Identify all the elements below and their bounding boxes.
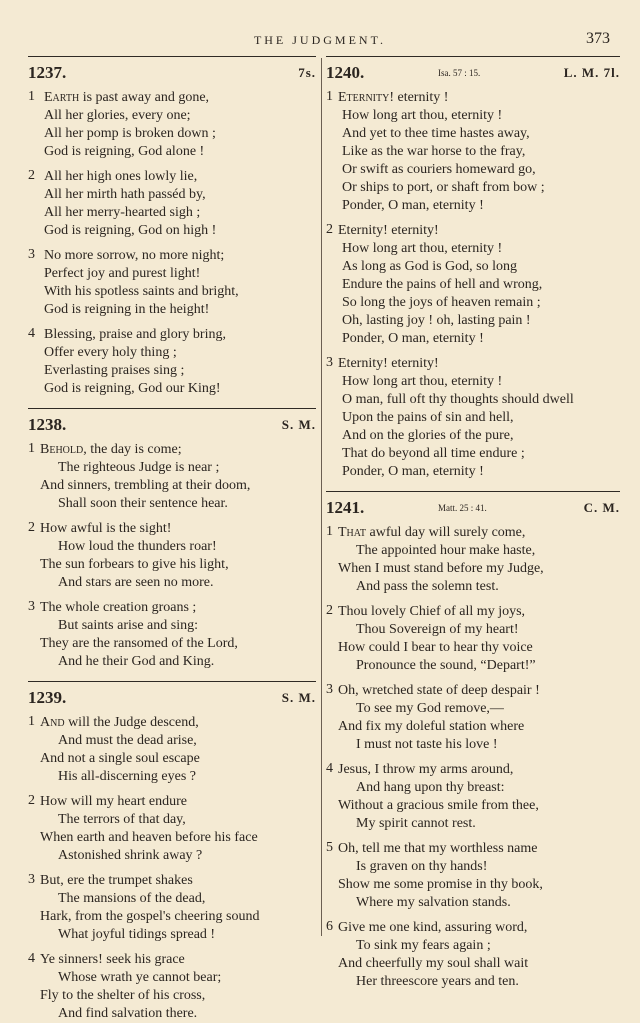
verse-line — [28, 441, 316, 459]
line-text: And not a single soul escape — [40, 751, 200, 766]
line-text: How awful is the sight! — [40, 521, 172, 536]
verse-line — [28, 890, 316, 908]
stanza — [326, 524, 620, 596]
verse-line — [28, 222, 316, 240]
line-text: How could I bear to hear thy voice — [338, 640, 533, 655]
verse-line — [28, 987, 316, 1005]
verse-line — [28, 204, 316, 222]
verse-line — [326, 876, 620, 894]
line-text: Ponder, O man, eternity ! — [342, 198, 484, 213]
line-text: Like as the war horse to the fray, — [342, 144, 526, 159]
line-text: Give me one kind, assuring word, — [338, 920, 528, 935]
line-text: Upon the pains of sin and hell, — [342, 410, 514, 425]
verse-line — [326, 542, 620, 560]
right-column — [326, 56, 620, 991]
stanza — [326, 919, 620, 991]
verse-line — [326, 427, 620, 445]
verse-line — [326, 391, 620, 409]
stanza — [326, 603, 620, 675]
line-text: Oh, tell me that my worthless name — [338, 841, 538, 856]
line-text: And must the dead arise, — [58, 733, 197, 748]
verse-line — [326, 840, 620, 858]
verse-line — [326, 240, 620, 258]
stanza — [326, 355, 620, 481]
verse-line — [28, 538, 316, 556]
stanza — [28, 247, 316, 319]
verse-line — [326, 955, 620, 973]
line-text: Astonished shrink away ? — [58, 848, 203, 863]
verse-line — [28, 107, 316, 125]
line-text: All her mirth hath passéd by, — [44, 187, 206, 202]
verse-line — [326, 779, 620, 797]
line-text: Or swift as couriers homeward go, — [342, 162, 536, 177]
verse-line — [326, 524, 620, 542]
verse-line — [326, 797, 620, 815]
stanza-number: 2 — [326, 222, 333, 237]
line-text: How will my heart endure — [40, 794, 187, 809]
running-head — [0, 30, 640, 52]
line-text: Hark, from the gospel's cheering sound — [40, 909, 260, 924]
line-text: Oh, wretched state of deep despair ! — [338, 683, 540, 698]
stanza — [28, 89, 316, 161]
verse-line — [326, 89, 620, 107]
stanza — [28, 168, 316, 240]
stanza-number: 5 — [326, 840, 333, 855]
scripture-reference: Matt. 25 : 41. — [438, 503, 487, 513]
first-word: Behold — [40, 442, 84, 457]
line-text: Offer every holy thing ; — [44, 345, 177, 360]
line-text: And hang upon thy breast: — [356, 780, 505, 795]
verse-line — [326, 937, 620, 955]
line-text: And yet to thee time hastes away, — [342, 126, 530, 141]
stanza-number: 3 — [326, 355, 333, 370]
line-text: ! eternity ! — [389, 90, 449, 105]
line-text: Without a gracious smile from thee, — [338, 798, 539, 813]
line-text: The terrors of that day, — [58, 812, 186, 827]
verse-line — [28, 125, 316, 143]
verse-line — [326, 312, 620, 330]
line-text: All her glories, every one; — [44, 108, 191, 123]
stanza — [326, 222, 620, 348]
verse-line — [28, 732, 316, 750]
stanza-number: 2 — [326, 603, 333, 618]
verse-line — [28, 1005, 316, 1023]
stanza-number: 6 — [326, 919, 333, 934]
hymn-number: 1241. — [326, 498, 365, 517]
verse-line — [28, 599, 316, 617]
verse-line — [326, 197, 620, 215]
stanza — [28, 951, 316, 1023]
verse-line — [28, 793, 316, 811]
line-text: And cheerfully my soul shall wait — [338, 956, 529, 971]
line-text: How loud the thunders roar! — [58, 539, 217, 554]
line-text: I must not taste his love ! — [356, 737, 498, 752]
verse-line — [326, 815, 620, 833]
stanza — [28, 872, 316, 944]
stanza-number: 1 — [28, 89, 35, 104]
line-text: The appointed hour make haste, — [356, 543, 536, 558]
running-title: THE JUDGMENT. — [253, 33, 387, 47]
verse-line — [28, 768, 316, 786]
line-text: O man, full oft thy thoughts should dwell — [342, 392, 574, 407]
verse-line — [326, 409, 620, 427]
verse-line — [28, 265, 316, 283]
verse-line — [28, 247, 316, 265]
line-text: How long art thou, eternity ! — [342, 108, 503, 123]
verse-line — [28, 89, 316, 107]
line-text: And stars are seen no more. — [58, 575, 214, 590]
hymn — [28, 408, 316, 671]
line-text: And fix my doleful station where — [338, 719, 525, 734]
verse-line — [326, 373, 620, 391]
line-text: And sinners, trembling at their doom, — [40, 478, 251, 493]
line-text: All her merry-hearted sigh ; — [44, 205, 201, 220]
line-text: Jesus, I throw my arms around, — [338, 762, 514, 777]
verse-line — [326, 258, 620, 276]
stanza — [28, 599, 316, 671]
stanza-number: 2 — [28, 520, 35, 535]
line-text: will the Judge descend, — [64, 715, 199, 730]
hymn-meter: S. M. — [281, 690, 316, 705]
stanza-number: 3 — [326, 682, 333, 697]
verse-line — [326, 973, 620, 991]
verse-line — [326, 858, 620, 876]
line-text: God is reigning, God alone ! — [44, 144, 205, 159]
verse-line — [28, 556, 316, 574]
verse-line — [326, 718, 620, 736]
verse-line — [326, 125, 620, 143]
verse-line — [326, 894, 620, 912]
line-text: What joyful tidings spread ! — [58, 927, 216, 942]
line-text: Fly to the shelter of his cross, — [40, 988, 206, 1003]
stanza-number: 1 — [326, 89, 333, 104]
hymn-header — [28, 681, 316, 714]
hymn-header — [326, 56, 620, 89]
hymn-meter: L. M. 7l. — [563, 65, 620, 80]
line-text: Thou lovely Chief of all my joys, — [338, 604, 526, 619]
verse-line — [326, 161, 620, 179]
verse-line — [28, 908, 316, 926]
verse-line — [28, 872, 316, 890]
stanza — [326, 840, 620, 912]
verse-line — [28, 168, 316, 186]
left-column — [28, 56, 316, 1023]
verse-line — [28, 301, 316, 319]
verse-line — [28, 495, 316, 513]
stanza — [326, 682, 620, 754]
verse-line — [28, 344, 316, 362]
verse-line — [326, 639, 620, 657]
verse-line — [28, 459, 316, 477]
hymn-meter: 7s. — [298, 65, 316, 80]
line-text: Perfect joy and purest light! — [44, 266, 201, 281]
verse-line — [28, 283, 316, 301]
line-text: Eternity! eternity! — [338, 356, 439, 371]
line-text: So long the joys of heaven remain ; — [342, 295, 541, 310]
line-text: Or ships to port, or shaft from bow ; — [342, 180, 545, 195]
verse-line — [326, 682, 620, 700]
line-text: God is reigning in the height! — [44, 302, 210, 317]
verse-line — [326, 657, 620, 675]
hymn — [28, 56, 316, 398]
line-text: And pass the solemn test. — [356, 579, 499, 594]
line-text: My spirit cannot rest. — [356, 816, 476, 831]
line-text: To sink my fears again ; — [356, 938, 491, 953]
line-text: Where my salvation stands. — [356, 895, 511, 910]
verse-line — [28, 750, 316, 768]
verse-line — [28, 635, 316, 653]
line-text: With his spotless saints and bright, — [44, 284, 239, 299]
hymn-meter: S. M. — [281, 417, 316, 432]
hymn-header — [326, 491, 620, 524]
line-text: Ponder, O man, eternity ! — [342, 464, 484, 479]
line-text: Endure the pains of hell and wrong, — [342, 277, 543, 292]
verse-line — [326, 919, 620, 937]
verse-line — [28, 653, 316, 671]
hymn-number: 1238. — [28, 415, 67, 434]
verse-line — [326, 330, 620, 348]
line-text: Show me some promise in thy book, — [338, 877, 543, 892]
line-text: When I must stand before my Judge, — [338, 561, 544, 576]
line-text: That do beyond all time endure ; — [342, 446, 525, 461]
verse-line — [326, 761, 620, 779]
line-text: Blessing, praise and glory bring, — [44, 327, 226, 342]
verse-line — [28, 617, 316, 635]
stanza — [28, 793, 316, 865]
line-text: When earth and heaven before his face — [40, 830, 258, 845]
hymn-number: 1240. — [326, 63, 365, 82]
verse-line — [28, 143, 316, 161]
stanza — [28, 326, 316, 398]
line-text: Pronounce the sound, “Depart!” — [356, 658, 536, 673]
hymn — [326, 491, 620, 991]
line-text: Her threescore years and ten. — [356, 974, 519, 989]
verse-line — [326, 276, 620, 294]
line-text: God is reigning, God our King! — [44, 381, 221, 396]
verse-line — [28, 574, 316, 592]
hymn-meter: C. M. — [583, 500, 620, 515]
verse-line — [326, 445, 620, 463]
verse-line — [326, 222, 620, 240]
first-word: And — [40, 715, 65, 730]
hymn-number: 1239. — [28, 688, 67, 707]
line-text: Ye sinners! seek his grace — [40, 952, 185, 967]
line-text: The sun forbears to give his light, — [40, 557, 229, 572]
verse-line — [326, 294, 620, 312]
verse-line — [28, 186, 316, 204]
verse-line — [326, 179, 620, 197]
line-text: Whose wrath ye cannot bear; — [58, 970, 222, 985]
stanza — [28, 441, 316, 513]
verse-line — [326, 621, 620, 639]
line-text: And find salvation there. — [58, 1006, 198, 1021]
verse-line — [28, 520, 316, 538]
first-word: That — [338, 525, 366, 540]
line-text: Ponder, O man, eternity ! — [342, 331, 484, 346]
column-divider — [321, 58, 322, 936]
hymn — [326, 56, 620, 481]
line-text: All her pomp is broken down ; — [44, 126, 216, 141]
line-text: All her high ones lowly lie, — [44, 169, 198, 184]
stanza — [28, 714, 316, 786]
line-text: And on the glories of the pure, — [342, 428, 514, 443]
line-text: No more sorrow, no more night; — [44, 248, 225, 263]
stanza-number: 4 — [326, 761, 333, 776]
stanza — [326, 89, 620, 215]
page-number: 373 — [586, 30, 610, 47]
hymn-header — [28, 408, 316, 441]
hymn-header — [28, 56, 316, 89]
verse-line — [326, 463, 620, 481]
verse-line — [326, 578, 620, 596]
verse-line — [326, 700, 620, 718]
verse-line — [28, 926, 316, 944]
line-text: is past away and gone, — [79, 90, 210, 105]
verse-line — [28, 362, 316, 380]
stanza-number: 2 — [28, 168, 35, 183]
stanza-number: 3 — [28, 872, 35, 887]
stanza — [326, 761, 620, 833]
verse-line — [326, 355, 620, 373]
line-text: The mansions of the dead, — [58, 891, 206, 906]
verse-line — [326, 603, 620, 621]
line-text: How long art thou, eternity ! — [342, 374, 503, 389]
verse-line — [28, 847, 316, 865]
line-text: God is reigning, God on high ! — [44, 223, 217, 238]
verse-line — [28, 829, 316, 847]
line-text: Everlasting praises sing ; — [44, 363, 185, 378]
verse-line — [28, 477, 316, 495]
line-text: But, ere the trumpet shakes — [40, 873, 193, 888]
scripture-reference: Isa. 57 : 15. — [438, 68, 481, 78]
stanza-number: 1 — [28, 714, 35, 729]
line-text: Eternity! eternity! — [338, 223, 439, 238]
line-text: But saints arise and sing: — [58, 618, 198, 633]
verse-line — [28, 326, 316, 344]
stanza-number: 3 — [28, 599, 35, 614]
line-text: His all-discerning eyes ? — [58, 769, 197, 784]
verse-line — [28, 380, 316, 398]
line-text: As long as God is God, so long — [342, 259, 518, 274]
line-text: awful day will surely come, — [366, 525, 526, 540]
stanza-number: 1 — [28, 441, 35, 456]
line-text: Thou Sovereign of my heart! — [356, 622, 519, 637]
verse-line — [28, 714, 316, 732]
first-word: Earth — [44, 90, 80, 105]
verse-line — [28, 951, 316, 969]
stanza-number: 4 — [28, 326, 35, 341]
line-text: The whole creation groans ; — [40, 600, 197, 615]
verse-line — [326, 560, 620, 578]
verse-line — [326, 107, 620, 125]
stanza-number: 3 — [28, 247, 35, 262]
verse-line — [326, 736, 620, 754]
line-text: Oh, lasting joy ! oh, lasting pain ! — [342, 313, 531, 328]
verse-line — [326, 143, 620, 161]
line-text: How long art thou, eternity ! — [342, 241, 503, 256]
verse-line — [28, 811, 316, 829]
line-text: The righteous Judge is near ; — [58, 460, 220, 475]
stanza-number: 2 — [28, 793, 35, 808]
line-text: They are the ransomed of the Lord, — [40, 636, 238, 651]
line-text: And he their God and King. — [58, 654, 215, 669]
line-text: Shall soon their sentence hear. — [58, 496, 228, 511]
stanza-number: 1 — [326, 524, 333, 539]
stanza-number: 4 — [28, 951, 35, 966]
line-text: Is graven on thy hands! — [356, 859, 488, 874]
stanza — [28, 520, 316, 592]
line-text: To see my God remove,— — [356, 701, 504, 716]
line-text: , the day is come; — [83, 442, 182, 457]
hymn-number: 1237. — [28, 63, 67, 82]
first-word: Eternity — [338, 90, 390, 105]
